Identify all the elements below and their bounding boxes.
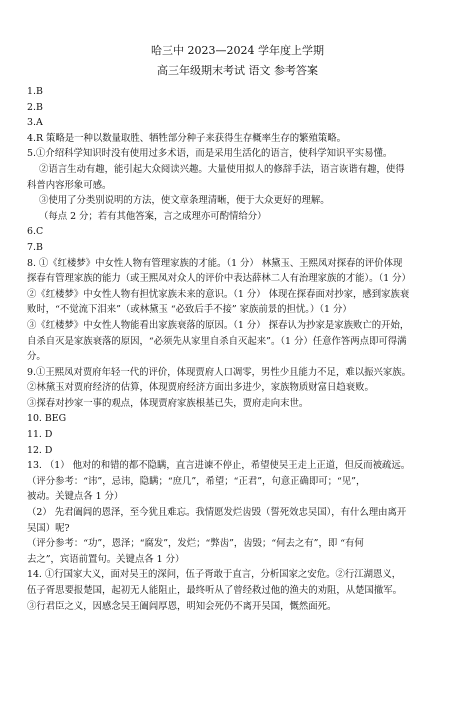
answer-line: 2.B bbox=[27, 101, 43, 113]
answer-line: 败时，“不觉流下泪来”（或林黛玉 “必致后手不接” 家族前景的担忧。）（1 分） bbox=[27, 304, 352, 316]
answer-line: 8. ①《红楼梦》中女性人物有管理家族的才能。（1 分） 林黛玉、王熙凤对探春的评价体现 bbox=[27, 257, 403, 269]
answer-line: 10. BEG bbox=[27, 413, 67, 425]
answer-line: 4.R 策略是一种以数量取胜、牺牲部分种子来获得生存概率生存的繁殖策略。 bbox=[27, 132, 346, 144]
answer-line: ③探春对抄家一事的观点，体现贾府家族根基已失，贾府走向末世。 bbox=[27, 397, 309, 409]
answer-line: ③使用了分类别说明的方法，使文章条理清晰，便于大众更好的理解。 bbox=[39, 195, 330, 207]
answer-line: 7.B bbox=[27, 241, 43, 253]
document-page bbox=[0, 44, 474, 716]
answer-line: 去之”，宾语前置句。关键点各 1 分） bbox=[27, 553, 185, 565]
answer-line: 1.B bbox=[27, 86, 43, 97]
answer-line: （评分参考：“功”，恩泽；“腐发”，发烂；“弊齿”，齿毁；“何去之有”，即 “有何 bbox=[27, 538, 364, 550]
answer-line: 被动。关键点各 1 分） bbox=[27, 491, 124, 503]
answer-line: 14. ①行国家大义，面对吴王的深问，伍子胥敢于直言，分析国家之安危。②行江湖恩义， bbox=[27, 569, 402, 581]
answer-line: 探春有管理家族的能力（或王熙凤对众人的评价中表达薛林二人有治理家族的才能）。（1 分） bbox=[27, 273, 411, 285]
answer-line: 3.A bbox=[27, 117, 43, 129]
answer-line: ②《红楼梦》中女性人物有担忧家族未来的意识。（1 分） 体现在探春面对抄家，感到家族衰 bbox=[27, 288, 410, 300]
answer-line: ②林黛玉对贾府经济的估算，体现贾府经济方面出多进少，家族物质财富日趋衰败。 bbox=[27, 382, 374, 394]
answer-line: 6.C bbox=[27, 226, 44, 238]
answer-line: 9.①王熙凤对贾府年轻一代的评价，体现贾府人口凋零，男性少且能力不足，难以振兴家族。 bbox=[27, 366, 411, 378]
answer-line: 分。 bbox=[27, 351, 46, 363]
answer-line: 自杀自灭是家族衰落的原因，“必须先从家里自杀自灭起来”。（1 分）任意作答两点即可得满 bbox=[27, 335, 407, 347]
answer-line: ②语言生动有趣，能引起大众阅读兴趣。大量使用拟人的修辞手法，语言诙谐有趣，使得 bbox=[39, 163, 405, 175]
answer-line: （评分参考：“讳”，忌讳，隐瞒；“庶几”，希望；“正君”，句意正确即可；“见”， bbox=[27, 475, 366, 487]
answer-line: （每点 2 分；若有其他答案，言之成理亦可酌情给分） bbox=[39, 210, 267, 222]
answer-line: （2） 先君阖闾的恩泽，至今犹且难忘。我情愿发烂齿毁（誓死效忠吴国），有什么理由离开 bbox=[27, 507, 407, 519]
document-subtitle: 高三年级期末考试 语文 参考答案 bbox=[157, 64, 318, 77]
answer-line: 5.①介绍科学知识时没有使用过多术语，而是采用生活化的语言，使科学知识平实易懂。 bbox=[27, 148, 393, 160]
answer-line: 吴国）呢? bbox=[27, 522, 70, 534]
answer-line: 伍子胥思要报楚国，起初无人能阻止，最终听从了曾经救过他的渔夫的劝阻，从楚国撤军。 bbox=[27, 585, 403, 596]
answer-line: ③行君臣之义，因感念吴王阖闾厚恩，明知会死仍不离开吴国，慨然面死。 bbox=[27, 600, 337, 612]
answer-line: 科普内容形象可感。 bbox=[27, 179, 112, 191]
answer-line: ③《红楼梦》中女性人物能看出家族衰落的原因。（1 分） 探春认为抄家是家族败亡的开始， bbox=[27, 319, 410, 331]
answer-line: 11. D bbox=[27, 429, 53, 441]
answer-line: 13. （1） 他对的和错的都不隐瞒，直言进谏不停止，希望使吴王走上正道，但反而被疏远。 bbox=[27, 460, 411, 472]
answer-list bbox=[27, 84, 448, 614]
answer-line: 12. D bbox=[27, 444, 53, 456]
document-title: 哈三中 2023—2024 学年度上学期 bbox=[151, 44, 324, 57]
